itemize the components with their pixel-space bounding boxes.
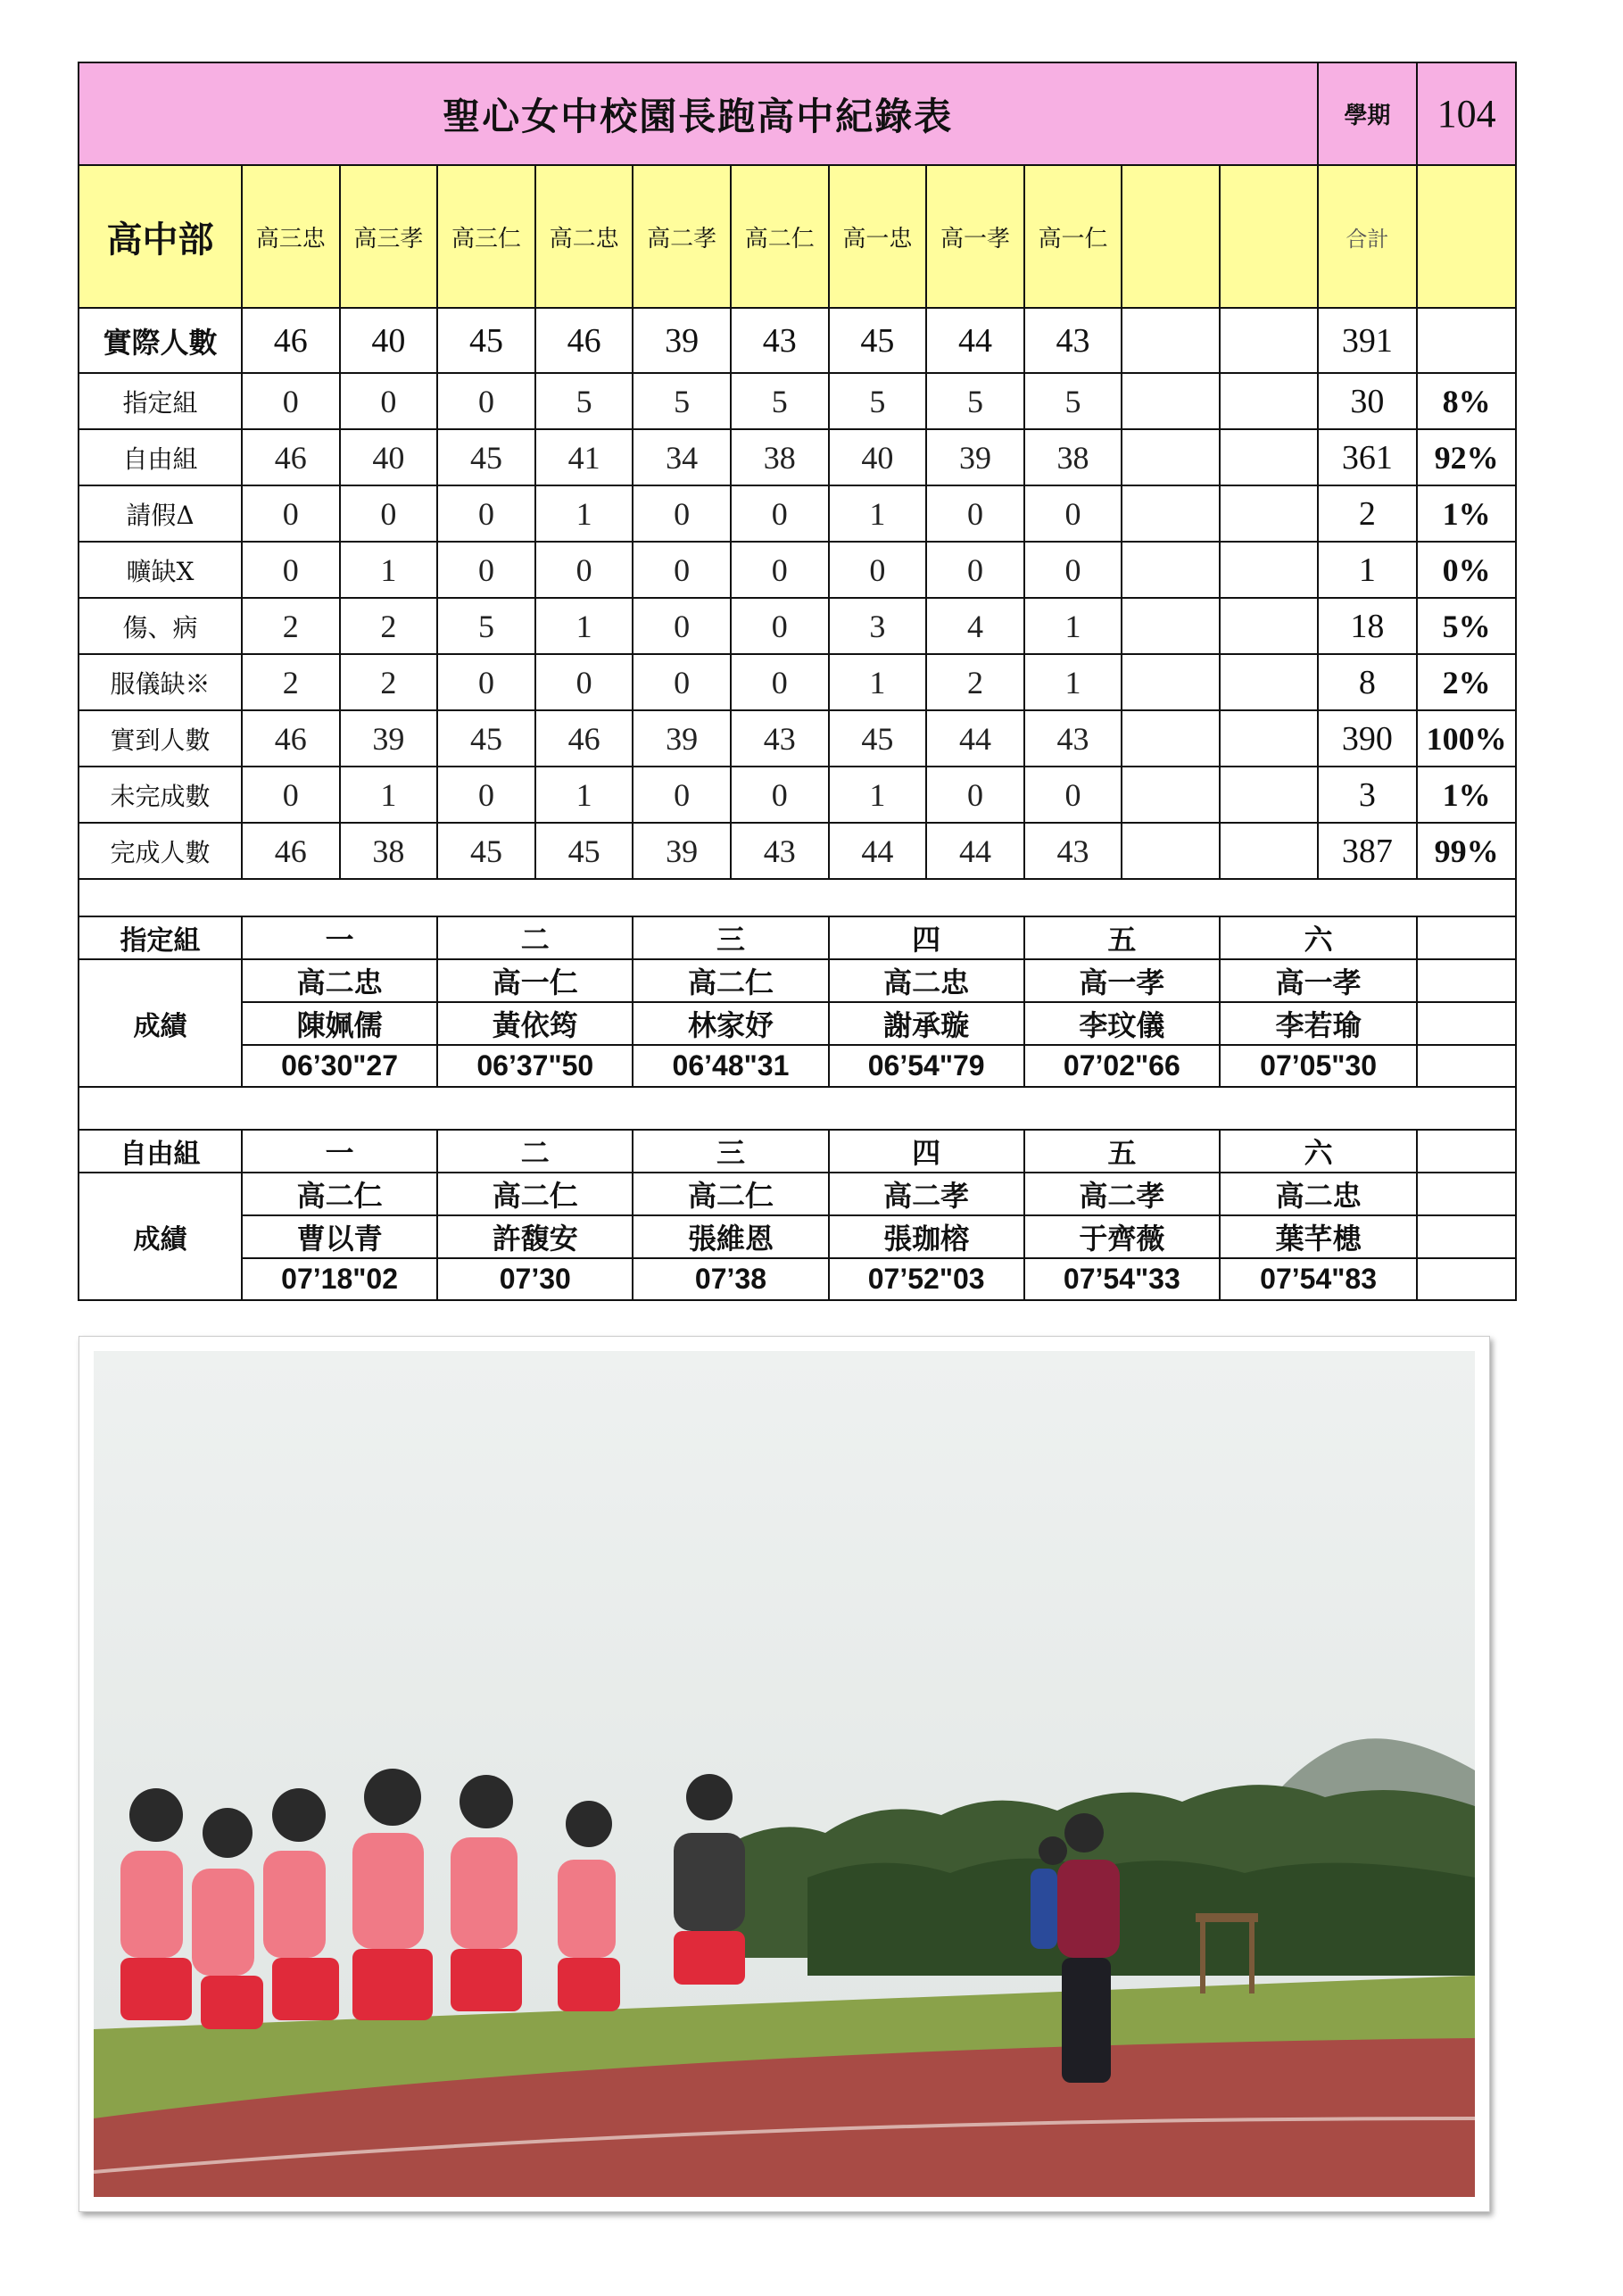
data-cell: 0 — [633, 542, 731, 598]
data-cell: 1 — [340, 767, 438, 823]
rank-header: 二 — [437, 1130, 633, 1173]
spacer-row — [79, 879, 1516, 916]
percent-cell: 1% — [1417, 767, 1516, 823]
winner-name: 陳姵儒 — [242, 1002, 437, 1045]
data-cell: 46 — [242, 823, 340, 879]
rank-header: 六 — [1220, 1130, 1417, 1173]
data-cell: 46 — [242, 429, 340, 485]
empty-cell — [1220, 373, 1318, 429]
empty-cell — [1122, 373, 1220, 429]
term-label: 學期 — [1318, 62, 1418, 165]
class-header: 高一忠 — [829, 165, 927, 308]
rank-header: 六 — [1220, 916, 1417, 959]
empty-cell — [1122, 710, 1220, 767]
data-cell: 2 — [242, 598, 340, 654]
total-cell: 8 — [1318, 654, 1418, 710]
rank-header: 二 — [437, 916, 633, 959]
winner-class: 高二孝 — [1024, 1173, 1220, 1215]
rank-header: 三 — [633, 916, 828, 959]
data-cell: 2 — [926, 654, 1024, 710]
data-cell: 0 — [242, 373, 340, 429]
winner-name: 謝承璇 — [829, 1002, 1024, 1045]
row-label: 未完成數 — [79, 767, 242, 823]
winner-class: 高二仁 — [633, 1173, 828, 1215]
percent-cell: 99% — [1417, 823, 1516, 879]
data-cell: 0 — [242, 542, 340, 598]
row-label: 傷、病 — [79, 598, 242, 654]
data-cell: 0 — [731, 542, 829, 598]
data-cell: 40 — [340, 429, 438, 485]
data-cell: 0 — [1024, 485, 1122, 542]
data-cell: 45 — [535, 823, 633, 879]
row-label: 服儀缺※ — [79, 654, 242, 710]
rank-header: 五 — [1024, 916, 1220, 959]
winner-time: 07’54"33 — [1024, 1258, 1220, 1300]
data-cell: 43 — [731, 308, 829, 373]
class-header: 高三仁 — [437, 165, 535, 308]
data-cell: 40 — [829, 429, 927, 485]
group-label: 自由組 — [79, 1130, 242, 1173]
score-label: 成績 — [79, 959, 242, 1087]
data-cell: 0 — [340, 373, 438, 429]
record-table — [78, 62, 1517, 1301]
data-cell: 46 — [242, 710, 340, 767]
data-cell: 46 — [535, 308, 633, 373]
winner-name: 黃依筠 — [437, 1002, 633, 1045]
data-cell: 0 — [926, 542, 1024, 598]
empty-cell — [1220, 654, 1318, 710]
data-cell: 40 — [340, 308, 438, 373]
data-cell: 0 — [437, 767, 535, 823]
data-cell: 45 — [829, 710, 927, 767]
empty-cell — [1122, 429, 1220, 485]
data-cell: 5 — [829, 373, 927, 429]
winner-time: 07’38 — [633, 1258, 828, 1300]
total-cell: 387 — [1318, 823, 1418, 879]
data-cell: 0 — [633, 485, 731, 542]
empty-cell — [1220, 429, 1318, 485]
data-cell: 0 — [731, 767, 829, 823]
percent-cell: 5% — [1417, 598, 1516, 654]
row-label: 實到人數 — [79, 710, 242, 767]
data-cell: 0 — [926, 485, 1024, 542]
class-header: 高三孝 — [340, 165, 438, 308]
winner-name: 葉芊槵 — [1220, 1215, 1417, 1258]
winner-class: 高一孝 — [1024, 959, 1220, 1002]
winner-class: 高一仁 — [437, 959, 633, 1002]
total-cell: 1 — [1318, 542, 1418, 598]
data-cell: 34 — [633, 429, 731, 485]
empty-cell — [1220, 710, 1318, 767]
empty-cell — [1417, 1045, 1516, 1087]
rank-header: 五 — [1024, 1130, 1220, 1173]
data-cell: 46 — [535, 710, 633, 767]
percent-cell: 2% — [1417, 654, 1516, 710]
row-label: 完成人數 — [79, 823, 242, 879]
winner-name: 李玟儀 — [1024, 1002, 1220, 1045]
data-cell: 0 — [437, 542, 535, 598]
data-cell: 0 — [340, 485, 438, 542]
data-cell: 39 — [633, 308, 731, 373]
data-cell: 1 — [1024, 654, 1122, 710]
winner-class: 高二仁 — [437, 1173, 633, 1215]
winner-time: 07’30 — [437, 1258, 633, 1300]
empty-cell — [1122, 165, 1220, 308]
total-cell: 30 — [1318, 373, 1418, 429]
data-cell: 0 — [926, 767, 1024, 823]
total-cell: 2 — [1318, 485, 1418, 542]
winner-name: 李若瑜 — [1220, 1002, 1417, 1045]
data-cell: 43 — [1024, 710, 1122, 767]
data-cell: 5 — [437, 598, 535, 654]
row-label: 曠缺X — [79, 542, 242, 598]
empty-cell — [1417, 1173, 1516, 1215]
empty-cell — [1220, 823, 1318, 879]
data-cell: 0 — [535, 542, 633, 598]
data-cell: 39 — [340, 710, 438, 767]
percent-cell — [1417, 308, 1516, 373]
data-cell: 5 — [1024, 373, 1122, 429]
winner-class: 高二忠 — [1220, 1173, 1417, 1215]
empty-cell — [1122, 485, 1220, 542]
data-cell: 4 — [926, 598, 1024, 654]
data-cell: 45 — [437, 308, 535, 373]
data-cell: 0 — [633, 598, 731, 654]
empty-cell — [1122, 542, 1220, 598]
data-cell: 43 — [1024, 823, 1122, 879]
data-cell: 0 — [829, 542, 927, 598]
row-label: 請假Δ — [79, 485, 242, 542]
empty-cell — [1417, 1130, 1516, 1173]
winner-name: 曹以青 — [242, 1215, 437, 1258]
data-cell: 43 — [731, 823, 829, 879]
data-cell: 0 — [633, 654, 731, 710]
winner-time: 06’30"27 — [242, 1045, 437, 1087]
winner-time: 07’05"30 — [1220, 1045, 1417, 1087]
winner-time: 07’18"02 — [242, 1258, 437, 1300]
data-cell: 39 — [633, 710, 731, 767]
group-label: 指定組 — [79, 916, 242, 959]
data-cell: 2 — [242, 654, 340, 710]
data-cell: 45 — [437, 429, 535, 485]
data-cell: 0 — [242, 485, 340, 542]
data-cell: 0 — [437, 654, 535, 710]
empty-cell — [1122, 308, 1220, 373]
empty-cell — [1417, 1002, 1516, 1045]
data-cell: 38 — [340, 823, 438, 879]
rank-header: 一 — [242, 1130, 437, 1173]
data-cell: 0 — [1024, 542, 1122, 598]
data-cell: 43 — [731, 710, 829, 767]
empty-cell — [1417, 1258, 1516, 1300]
class-header: 高一仁 — [1024, 165, 1122, 308]
data-cell: 1 — [535, 485, 633, 542]
total-cell: 3 — [1318, 767, 1418, 823]
data-cell: 2 — [340, 654, 438, 710]
data-cell: 39 — [633, 823, 731, 879]
winner-name: 林家妤 — [633, 1002, 828, 1045]
empty-cell — [1122, 767, 1220, 823]
empty-cell — [1417, 1215, 1516, 1258]
percent-cell: 0% — [1417, 542, 1516, 598]
running-students-photo — [79, 1336, 1490, 2212]
data-cell: 0 — [731, 654, 829, 710]
spacer-row — [79, 1087, 1516, 1130]
winner-class: 高二忠 — [829, 959, 1024, 1002]
data-cell: 0 — [437, 373, 535, 429]
empty-cell — [1220, 767, 1318, 823]
data-cell: 38 — [1024, 429, 1122, 485]
winner-class: 高二忠 — [242, 959, 437, 1002]
empty-cell — [1417, 165, 1516, 308]
row-label: 實際人數 — [79, 308, 242, 373]
data-cell: 45 — [437, 710, 535, 767]
class-header: 高二忠 — [535, 165, 633, 308]
percent-cell: 100% — [1417, 710, 1516, 767]
row-label: 指定組 — [79, 373, 242, 429]
empty-cell — [1220, 485, 1318, 542]
winner-time: 06’48"31 — [633, 1045, 828, 1087]
empty-cell — [1220, 165, 1318, 308]
rank-header: 一 — [242, 916, 437, 959]
data-cell: 45 — [437, 823, 535, 879]
data-cell: 0 — [731, 598, 829, 654]
data-cell: 1 — [340, 542, 438, 598]
data-cell: 1 — [1024, 598, 1122, 654]
term-value: 104 — [1417, 62, 1516, 165]
winner-name: 張珈榕 — [829, 1215, 1024, 1258]
data-cell: 1 — [829, 654, 927, 710]
rank-header: 三 — [633, 1130, 828, 1173]
empty-cell — [1220, 598, 1318, 654]
winner-class: 高二仁 — [633, 959, 828, 1002]
winner-name: 于齊薇 — [1024, 1215, 1220, 1258]
data-cell: 39 — [926, 429, 1024, 485]
empty-cell — [1122, 654, 1220, 710]
class-header: 高二孝 — [633, 165, 731, 308]
data-cell: 1 — [535, 767, 633, 823]
total-header: 合計 — [1318, 165, 1418, 308]
data-cell: 1 — [535, 598, 633, 654]
score-label: 成績 — [79, 1173, 242, 1300]
row-label: 自由組 — [79, 429, 242, 485]
empty-cell — [1220, 308, 1318, 373]
winner-name: 張維恩 — [633, 1215, 828, 1258]
data-cell: 1 — [829, 767, 927, 823]
class-header: 高二仁 — [731, 165, 829, 308]
data-cell: 0 — [731, 485, 829, 542]
data-cell: 0 — [437, 485, 535, 542]
total-cell: 361 — [1318, 429, 1418, 485]
winner-time: 07’54"83 — [1220, 1258, 1417, 1300]
data-cell: 5 — [926, 373, 1024, 429]
percent-cell: 8% — [1417, 373, 1516, 429]
winner-time: 06’54"79 — [829, 1045, 1024, 1087]
empty-cell — [1122, 823, 1220, 879]
data-cell: 5 — [731, 373, 829, 429]
data-cell: 44 — [926, 823, 1024, 879]
data-cell: 44 — [926, 710, 1024, 767]
total-cell: 390 — [1318, 710, 1418, 767]
winner-name: 許馥安 — [437, 1215, 633, 1258]
percent-cell: 92% — [1417, 429, 1516, 485]
empty-cell — [1220, 542, 1318, 598]
total-cell: 18 — [1318, 598, 1418, 654]
data-cell: 5 — [633, 373, 731, 429]
data-cell: 46 — [242, 308, 340, 373]
winner-class: 高一孝 — [1220, 959, 1417, 1002]
data-cell: 0 — [1024, 767, 1122, 823]
total-cell: 391 — [1318, 308, 1418, 373]
empty-cell — [1122, 598, 1220, 654]
photo-illustration — [94, 1351, 1475, 2197]
percent-cell: 1% — [1417, 485, 1516, 542]
rank-header: 四 — [829, 916, 1024, 959]
data-cell: 43 — [1024, 308, 1122, 373]
data-cell: 41 — [535, 429, 633, 485]
empty-cell — [1417, 959, 1516, 1002]
data-cell: 2 — [340, 598, 438, 654]
winner-time: 07’52"03 — [829, 1258, 1024, 1300]
department-label: 高中部 — [79, 165, 242, 308]
winner-class: 高二孝 — [829, 1173, 1024, 1215]
data-cell: 3 — [829, 598, 927, 654]
data-cell: 5 — [535, 373, 633, 429]
rank-header: 四 — [829, 1130, 1024, 1173]
empty-cell — [1417, 916, 1516, 959]
data-cell: 38 — [731, 429, 829, 485]
data-cell: 45 — [829, 308, 927, 373]
winner-time: 07’02"66 — [1024, 1045, 1220, 1087]
data-cell: 1 — [829, 485, 927, 542]
class-header: 高三忠 — [242, 165, 340, 308]
data-cell: 0 — [535, 654, 633, 710]
winner-time: 06’37"50 — [437, 1045, 633, 1087]
winner-class: 高二仁 — [242, 1173, 437, 1215]
data-cell: 0 — [242, 767, 340, 823]
class-header: 高一孝 — [926, 165, 1024, 308]
data-cell: 44 — [926, 308, 1024, 373]
data-cell: 44 — [829, 823, 927, 879]
page-title: 聖心女中校園長跑高中紀錄表 — [79, 62, 1318, 165]
data-cell: 0 — [633, 767, 731, 823]
